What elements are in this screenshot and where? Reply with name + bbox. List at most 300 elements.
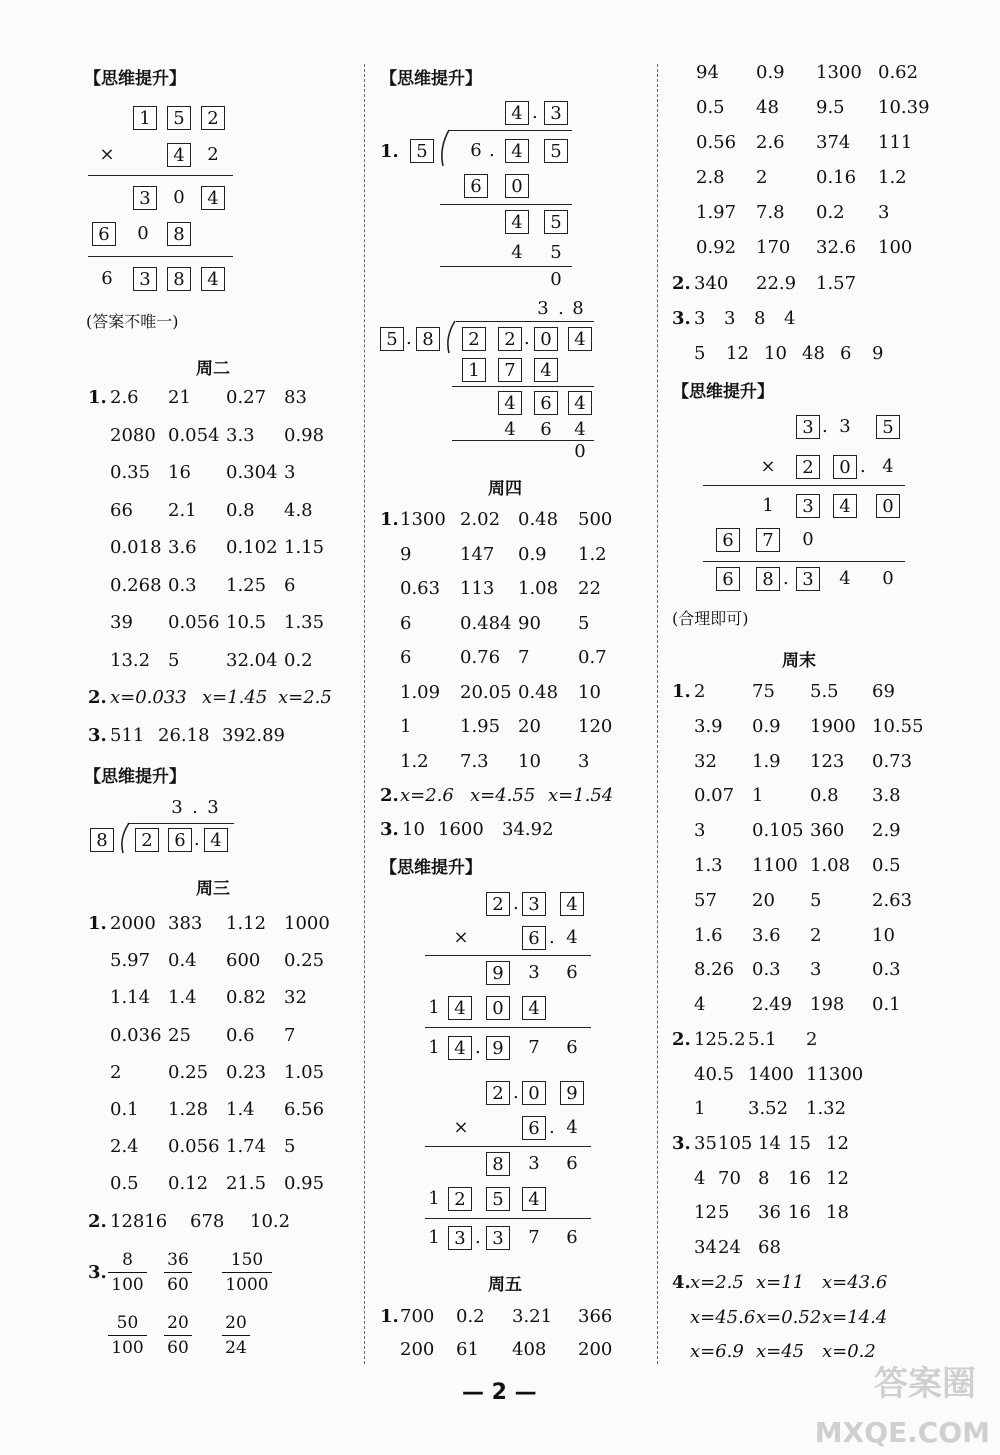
answer-cell: 0.304 (226, 462, 278, 483)
answer-cell: 5 (578, 612, 590, 634)
answer-cell: 6 (400, 612, 412, 634)
digit: 0 (173, 187, 185, 208)
answer-cell: 3.6 (752, 924, 781, 946)
digit-box: 2 (498, 327, 522, 351)
answer-cell: x=43.6 (822, 1272, 888, 1293)
rule (425, 955, 591, 956)
answer: 1600 (438, 819, 484, 840)
answer-cell: 1.97 (696, 202, 737, 223)
answer: x=4.55 (470, 785, 536, 806)
answer: x=2.6 (400, 785, 454, 806)
digit-box: 8 (756, 567, 780, 591)
digit: 1 (428, 1227, 440, 1248)
answer-cell: 1.4 (168, 987, 197, 1009)
answer-cell: 5.5 (810, 681, 839, 702)
answer-cell: 5 (694, 343, 706, 364)
answer-cell: 1.05 (284, 1061, 325, 1083)
decimal-point: . (860, 456, 866, 477)
answer-cell: 66 (110, 499, 133, 521)
answer-cell: 125.2 (694, 1029, 746, 1050)
question-number: 2. (672, 1029, 691, 1050)
digit-box: 6 (716, 528, 740, 552)
answer-cell: 20.05 (460, 681, 512, 703)
question-number: 3. (672, 308, 691, 329)
rule (452, 386, 594, 387)
digit-box: 4 (534, 358, 558, 382)
digit: 4 (574, 419, 586, 440)
answer-cell: 2.8 (696, 167, 725, 188)
answer-cell: 123 (810, 750, 845, 772)
decimal-point: . (475, 1227, 481, 1248)
digit-box: 2 (448, 1187, 472, 1211)
question-number: 2. (380, 785, 399, 806)
watermark-logo: 答案圈 (874, 1364, 976, 1404)
answer-cell: 7.3 (460, 750, 489, 772)
answer: 34.92 (502, 819, 554, 840)
answer-cell: 1.95 (460, 716, 501, 737)
rule (88, 256, 233, 257)
answer-cell: 1.14 (110, 987, 151, 1009)
answer-cell: 200 (578, 1339, 613, 1360)
answer: 392.89 (222, 725, 285, 746)
answer-cell: 2080 (110, 424, 156, 446)
digit: 6 (566, 1037, 578, 1058)
answer: 340 (694, 273, 729, 294)
answer-cell: 70 (718, 1167, 741, 1189)
rule (425, 1146, 591, 1147)
digit-box: 7 (498, 358, 522, 382)
answer-cell: 25 (168, 1024, 191, 1046)
rule (425, 1218, 591, 1219)
answer-cell: 0.95 (284, 1173, 325, 1195)
answer-cell: 0.3 (168, 574, 197, 596)
digit-box: 3 (796, 567, 820, 591)
answer: 511 (110, 725, 145, 746)
thinking-heading: 【思维提升】 (84, 69, 186, 89)
answer-cell: 366 (578, 1306, 613, 1327)
decimal-point: . (513, 1082, 519, 1103)
digit-box: 2 (486, 1081, 510, 1105)
answer-cell: 0.98 (284, 424, 325, 446)
digit-box: 5 (876, 415, 900, 439)
digit: 6 (566, 1153, 578, 1174)
digit-box: 4 (560, 892, 584, 916)
rule (128, 823, 234, 824)
thinking-heading: 【思维提升】 (380, 858, 482, 878)
answer-cell: 10 (764, 343, 787, 364)
fraction (222, 1313, 250, 1358)
answer-cell: 32.04 (226, 649, 278, 671)
answer-cell: 0.62 (878, 62, 919, 83)
digit-box: 3 (486, 1226, 510, 1250)
answer-cell: 9.5 (816, 97, 845, 118)
digit-box: 4 (505, 139, 529, 163)
fraction-bar (164, 1335, 192, 1336)
question-number: 1. (88, 913, 107, 934)
question-number: 1. (380, 1306, 399, 1327)
answer-cell: 0.2 (456, 1306, 485, 1327)
answer: 22.9 (756, 273, 797, 294)
answer-cell: 1300 (400, 509, 446, 530)
answer-cell: 24 (718, 1236, 741, 1258)
answer: 1.57 (816, 273, 857, 294)
answer-cell: 1900 (810, 715, 856, 737)
digit: 1 (428, 1188, 440, 1209)
answer-cell: 5 (810, 889, 822, 911)
denominator: 100 (111, 1275, 144, 1295)
answer-cell: 1.3 (694, 855, 723, 876)
answer-cell: 1.32 (806, 1098, 847, 1119)
digit-box: 5 (544, 210, 568, 234)
answer-cell: 1.09 (400, 681, 441, 703)
answer-cell: 1.2 (400, 750, 429, 772)
answer-cell: 3 (694, 820, 706, 842)
answer-cell: 120 (578, 716, 613, 737)
digit: 3 (207, 797, 219, 818)
decimal-point: . (822, 416, 828, 437)
digit-box: 4 (201, 267, 225, 291)
digit: 6 (101, 268, 113, 289)
answer-cell: 9 (400, 543, 412, 565)
answer-cell: 0.2 (816, 202, 845, 223)
digit-box: 4 (522, 996, 546, 1020)
question-number: 1. (672, 681, 691, 702)
answer-cell: 3.21 (512, 1306, 553, 1327)
digit-box: 4 (505, 210, 529, 234)
answer-cell: 0.018 (110, 537, 162, 558)
answer-cell: 2 (810, 924, 822, 946)
answer-cell: 11300 (806, 1063, 864, 1085)
digit: 6 (566, 1227, 578, 1248)
digit: 0 (550, 269, 562, 290)
question-number: 3. (88, 1262, 107, 1283)
answer-cell: x=0.2 (822, 1341, 876, 1362)
answer-cell: x=6.9 (690, 1341, 744, 1362)
thinking-heading: 【思维提升】 (380, 69, 482, 89)
answer-cell: 3.9 (694, 715, 723, 737)
answer-cell: 22 (578, 578, 601, 599)
answer-cell: 10.55 (872, 715, 924, 737)
answer-cell: 0.16 (816, 167, 857, 188)
answer-cell: 2.49 (752, 994, 793, 1016)
answer-cell: 0.73 (872, 750, 913, 772)
decimal-point: . (549, 1117, 555, 1138)
digit: 1 (428, 1037, 440, 1058)
answer-cell: 1400 (748, 1063, 794, 1085)
answer-cell: 12 (694, 1202, 717, 1223)
answer-cell: 94 (696, 62, 719, 83)
digit-box: 8 (416, 327, 440, 351)
answer-cell: 1 (752, 785, 764, 807)
digit: 6 (470, 140, 482, 161)
answer-cell: 1.15 (284, 537, 325, 558)
rule (440, 266, 572, 267)
digit: 3 (528, 962, 540, 983)
answer-cell: 1.74 (226, 1136, 267, 1158)
answer-cell: 34 (694, 1236, 717, 1258)
fraction (164, 1250, 192, 1295)
answer: 10 (402, 819, 425, 840)
digit-box: 0 (522, 1081, 546, 1105)
fraction-bar (108, 1272, 147, 1273)
digit: 0 (882, 568, 894, 589)
answer-cell: 170 (756, 237, 791, 258)
week-heading: 周四 (488, 479, 522, 499)
digit-box: 6 (534, 391, 558, 415)
answer-cell: 383 (168, 913, 203, 934)
digit-box: 0 (486, 996, 510, 1020)
digit: 1 (762, 495, 774, 516)
rule (88, 175, 233, 176)
answer-cell: 21 (168, 387, 191, 408)
answer-cell: 0.5 (872, 855, 901, 876)
answer-cell: 2.9 (872, 820, 901, 842)
answer-cell: 12 (726, 343, 749, 364)
digit-box: 6 (522, 1116, 546, 1140)
answer-cell: 0.3 (752, 959, 781, 981)
digit-box: 3 (133, 186, 157, 210)
answer-cell: 1000 (284, 913, 330, 934)
answer-cell: 7 (518, 647, 530, 668)
decimal-point: . (194, 829, 200, 850)
digit: 3 (528, 1153, 540, 1174)
answer-cell: 2 (694, 681, 706, 702)
answer-cell: 2.1 (168, 499, 197, 521)
answer-cell: 105 (718, 1133, 753, 1154)
answer-cell: 9 (872, 343, 884, 364)
digit-box: 0 (833, 455, 857, 479)
answer-cell: 2.63 (872, 889, 913, 911)
week-heading: 周三 (196, 879, 230, 899)
answer-cell: 6 (400, 647, 412, 668)
answer-cell: 0.82 (226, 987, 267, 1009)
answer-cell: 0.4 (168, 950, 197, 972)
answer-cell: 6 (284, 574, 296, 596)
answer-cell: 4 (694, 1167, 706, 1189)
digit-box: 4 (498, 391, 522, 415)
answer-cell: 147 (460, 543, 495, 565)
answer-cell: 3 (878, 202, 890, 223)
digit: 0 (137, 223, 149, 244)
digit-box: 3 (796, 415, 820, 439)
answer-cell: 0.7 (578, 647, 607, 668)
digit: 7 (528, 1227, 540, 1248)
answer-cell: x=0.52 (756, 1306, 822, 1328)
decimal-point: . (532, 102, 538, 123)
answer-cell: 48 (756, 97, 779, 118)
digit-box: 2 (135, 828, 159, 852)
denominator: 24 (225, 1338, 247, 1358)
digit-box: 0 (534, 327, 558, 351)
digit: 3 (171, 797, 183, 818)
answer-cell: 10 (872, 924, 895, 946)
answer: 26.18 (158, 725, 210, 746)
answer-cell: 10.5 (226, 612, 267, 633)
digit: 4 (882, 456, 894, 477)
answer-cell: 1.2 (578, 543, 607, 565)
question-number: 1. (380, 509, 399, 530)
fraction (108, 1250, 147, 1295)
answer-cell: x=45.6 (690, 1306, 756, 1328)
answer-cell: 0.9 (756, 62, 785, 83)
question-number: 2. (88, 1211, 107, 1232)
answer-cell: 1.08 (518, 578, 559, 599)
answer-cell: 0.105 (752, 820, 804, 842)
answer-cell: 0.5 (696, 97, 725, 118)
answer-cell: 0.92 (696, 237, 737, 258)
note: (答案不唯一) (86, 312, 179, 331)
numerator: 50 (116, 1313, 139, 1333)
answer-cell: 12 (826, 1167, 849, 1189)
decimal-point: . (475, 1037, 481, 1058)
answer-cell: 61 (456, 1339, 479, 1360)
answer-cell: 500 (578, 509, 613, 530)
answer-cell: 20 (518, 716, 541, 737)
answer-cell: 113 (460, 578, 495, 599)
answer: 12816 (110, 1211, 168, 1232)
division-bracket (118, 822, 132, 854)
digit-box: 3 (448, 1226, 472, 1250)
decimal-point: . (192, 797, 198, 818)
digit-box: 2 (201, 106, 225, 130)
decimal-point: . (549, 927, 555, 948)
question-number: 2. (672, 273, 691, 294)
digit-box: 3 (133, 267, 157, 291)
digit-box: 0 (876, 494, 900, 518)
digit-box: 5 (544, 139, 568, 163)
numerator: 8 (122, 1250, 133, 1270)
rule (703, 485, 905, 486)
digit-box: 9 (560, 1081, 584, 1105)
answer-cell: 35 (694, 1133, 717, 1154)
answer-cell: 200 (400, 1339, 435, 1360)
answer-cell: 0.036 (110, 1024, 162, 1046)
answer-cell: 0.63 (400, 578, 441, 599)
digit-box: 6 (464, 174, 488, 198)
digit-box: 2 (796, 455, 820, 479)
answer-cell: 3.52 (748, 1098, 789, 1119)
question-number: 3. (672, 1133, 691, 1154)
digit-box: 4 (448, 1036, 472, 1060)
digit: 4 (504, 419, 516, 440)
digit-box: 3 (544, 101, 568, 125)
digit-box: 8 (167, 222, 191, 246)
digit-box: 1 (462, 358, 486, 382)
digit: 4 (566, 927, 578, 948)
digit-box: 0 (505, 174, 529, 198)
answer-cell: 3 (578, 750, 590, 772)
digit: 2 (207, 144, 219, 165)
week-heading: 周五 (488, 1275, 522, 1295)
answer-cell: 408 (512, 1339, 547, 1360)
digit-box: 4 (201, 186, 225, 210)
digit-box: 6 (522, 926, 546, 950)
answer: 10.2 (250, 1211, 291, 1232)
answer-cell: 3.3 (226, 424, 255, 446)
answer-cell: 360 (810, 820, 845, 842)
answer-cell: 0.268 (110, 574, 162, 596)
answer-cell: 0.2 (284, 649, 313, 671)
numerator: 20 (225, 1313, 247, 1333)
digit: 0 (574, 441, 586, 462)
answer-cell: 1.35 (284, 612, 325, 633)
division-bracket (444, 320, 458, 354)
numerator: 150 (230, 1250, 264, 1270)
digit-box: 6 (716, 567, 740, 591)
thinking-heading: 【思维提升】 (84, 767, 186, 787)
digit-box: 7 (756, 528, 780, 552)
digit-box: 2 (486, 892, 510, 916)
answer-cell: 0.1 (110, 1099, 139, 1120)
answer-cell: 8 (758, 1167, 770, 1189)
answer-cell: 6.56 (284, 1099, 325, 1120)
answer: x=1.54 (548, 785, 614, 806)
answer-cell: 0.484 (460, 612, 512, 634)
answer-cell: 3 (724, 308, 736, 329)
answer-cell: 20 (752, 889, 775, 911)
answer-cell: 15 (788, 1133, 811, 1154)
digit-box: 8 (90, 828, 114, 852)
answer-cell: 16 (168, 462, 191, 483)
answer-cell: 5 (168, 649, 180, 671)
answer-cell: 57 (694, 889, 717, 911)
answer-cell: 0.56 (696, 132, 737, 153)
answer-cell: 111 (878, 132, 913, 153)
answer-cell: 1.9 (752, 750, 781, 772)
answer-cell: 0.8 (226, 499, 255, 521)
fraction (222, 1250, 272, 1295)
answer-cell: 13.2 (110, 649, 151, 671)
answer-cell: 0.9 (518, 543, 547, 565)
answer-cell: x=14.4 (822, 1306, 888, 1328)
column-divider (657, 64, 658, 1364)
answer-cell: 1.4 (226, 1099, 255, 1120)
digit-box: 8 (486, 1152, 510, 1176)
answer-cell: 69 (872, 681, 895, 702)
answer-cell: 7 (284, 1024, 296, 1046)
answer-cell: 3.8 (872, 785, 901, 807)
digit-box: 9 (486, 961, 510, 985)
times-sign: × (453, 1117, 469, 1138)
note: (合理即可) (672, 609, 749, 628)
answer-cell: 14 (758, 1133, 781, 1154)
digit-box: 4 (204, 828, 228, 852)
answer-cell: 0.3 (872, 959, 901, 981)
numerator: 20 (167, 1313, 189, 1333)
answer-cell: 0.23 (226, 1061, 267, 1083)
digit-box: 6 (168, 828, 192, 852)
fraction (164, 1313, 192, 1358)
fraction-bar (222, 1272, 272, 1273)
digit-box: 9 (486, 1036, 510, 1060)
answer-cell: 2 (756, 167, 768, 188)
answer-cell: 75 (752, 681, 775, 702)
question-number: 3. (380, 819, 399, 840)
answer-cell: 40.5 (694, 1063, 735, 1085)
denominator: 100 (111, 1338, 144, 1358)
answer: 678 (190, 1211, 225, 1232)
digit-box: 4 (833, 494, 857, 518)
digit-box: 3 (796, 494, 820, 518)
answer-cell: x=45 (756, 1341, 805, 1362)
fraction-bar (108, 1335, 147, 1336)
digit-box: 4 (522, 1187, 546, 1211)
digit-box: 5 (486, 1187, 510, 1211)
answer-cell: 10 (578, 681, 601, 703)
answer-cell: 1.28 (168, 1099, 209, 1120)
watermark-url: MXQE.COM (814, 1416, 990, 1449)
question-number: 4. (672, 1272, 691, 1293)
